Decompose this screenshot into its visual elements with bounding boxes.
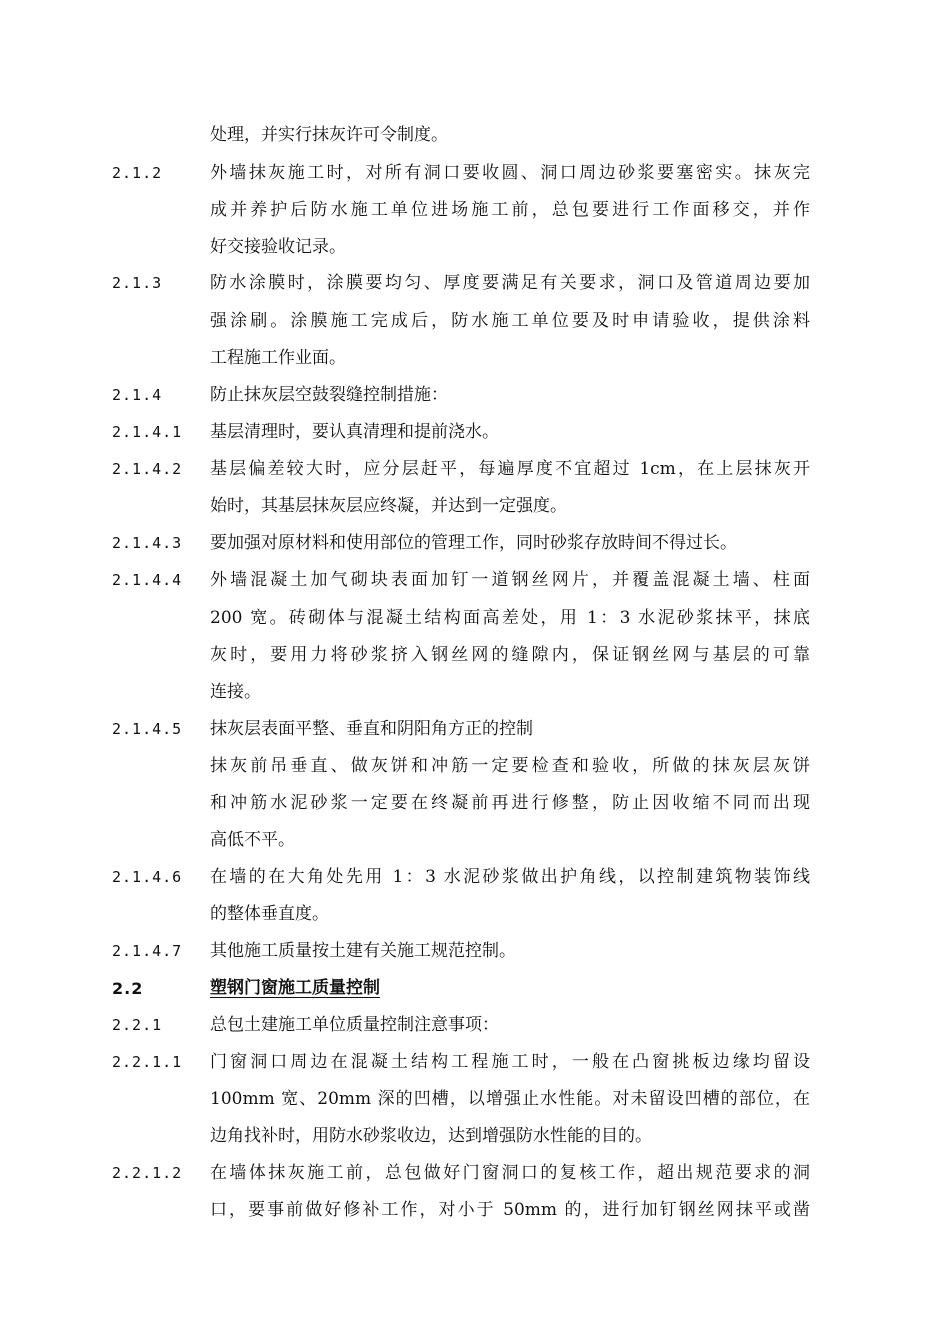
clause-number: 2.1.4.3 [112,534,183,552]
text-line: 基层清理时，要认真清理和提前浇水。 [210,422,499,442]
text-line: 在墙的在大角处先用 1：3 水泥砂浆做出护角线，以控制建筑物装饰线 [210,867,810,887]
text-line: 好交接验收记录。 [210,237,346,257]
text-line: 防水涂膜时，涂膜要均匀、厚度要满足有关要求，洞口及管道周边要加 [210,273,810,293]
text-line: 200 宽。砖砌体与混凝土结构面高差处，用 1：3 水泥砂浆抹平，抹底 [210,608,810,628]
text-line: 边角找补时，用防水砂浆收边，达到增强防水性能的目的。 [210,1126,652,1146]
clause-number: 2.1.4.4 [112,571,183,589]
clause-number: 2.1.4 [112,386,163,404]
clause-number: 2.1.4.7 [112,942,183,960]
text-line: 100mm 宽、20mm 深的凹槽，以增强止水性能。对未留设凹槽的部位，在 [210,1089,810,1109]
clause-number: 2.1.3 [112,274,163,292]
clause-number: 2.2.1.1 [112,1053,183,1071]
text-line: 其他施工质量按土建有关施工规范控制。 [210,941,516,961]
text-line: 防止抹灰层空鼓裂缝控制措施： [210,385,448,405]
text-line: 成并养护后防水施工单位进场施工前，总包要进行工作面移交，并作 [210,200,810,220]
clause-number: 2.1.4.2 [112,460,183,478]
text-line: 在墙体抹灰施工前，总包做好门窗洞口的复核工作，超出规范要求的洞 [210,1163,810,1183]
clause-number: 2.1.4.1 [112,423,183,441]
section-title: 塑钢门窗施工质量控制 [210,978,380,998]
text-line: 灰时，要用力将砂浆挤入钢丝网的缝隙内，保证钢丝网与基层的可靠 [210,645,810,665]
clause-number: 2.1.4.6 [112,868,183,886]
text-line: 高低不平。 [210,830,295,850]
text-line: 外墙抹灰施工时，对所有洞口要收圆、洞口周边砂浆要塞密实。抹灰完 [210,163,810,183]
text-line: 口，要事前做好修补工作，对小于 50mm 的，进行加钉钢丝网抹平或凿 [210,1200,810,1220]
text-line: 始时，其基层抹灰层应终凝，并达到一定强度。 [210,496,567,516]
text-line: 总包土建施工单位质量控制注意事项： [210,1015,499,1035]
text-line: 门窗洞口周边在混凝土结构工程施工时，一般在凸窗挑板边缘均留设 [210,1052,810,1072]
clause-number: 2.1.2 [112,164,163,182]
text-line: 的整体垂直度。 [210,904,329,924]
text-line: 要加强对原材料和使用部位的管理工作，同时砂浆存放時间不得过长。 [210,533,737,553]
clause-number: 2.2.1 [112,1016,163,1034]
text-line: 抹灰前吊垂直、做灰饼和冲筋一定要检查和验收，所做的抹灰层灰饼 [210,756,810,776]
clause-number: 2.1.4.5 [112,720,183,738]
clause-number: 2.2.1.2 [112,1164,183,1182]
text-line: 工程施工作业面。 [210,348,346,368]
text-line: 和冲筋水泥砂浆一定要在终凝前再进行修整，防止因收缩不同而出现 [210,793,810,813]
text-line: 连接。 [210,682,261,702]
text-line: 强涂刷。涂膜施工完成后，防水施工单位要及时申请验收，提供涂料 [210,311,810,331]
text-line: 抹灰层表面平整、垂直和阴阳角方正的控制 [210,719,533,739]
text-line: 处理，并实行抹灰许可令制度。 [210,125,448,145]
text-line: 外墙混凝土加气砌块表面加钉一道钢丝网片，并覆盖混凝土墙、柱面 [210,570,810,590]
section-number: 2.2 [112,979,144,998]
text-line: 基层偏差较大时，应分层赶平，每遍厚度不宜超过 1cm，在上层抹灰开 [210,459,810,479]
